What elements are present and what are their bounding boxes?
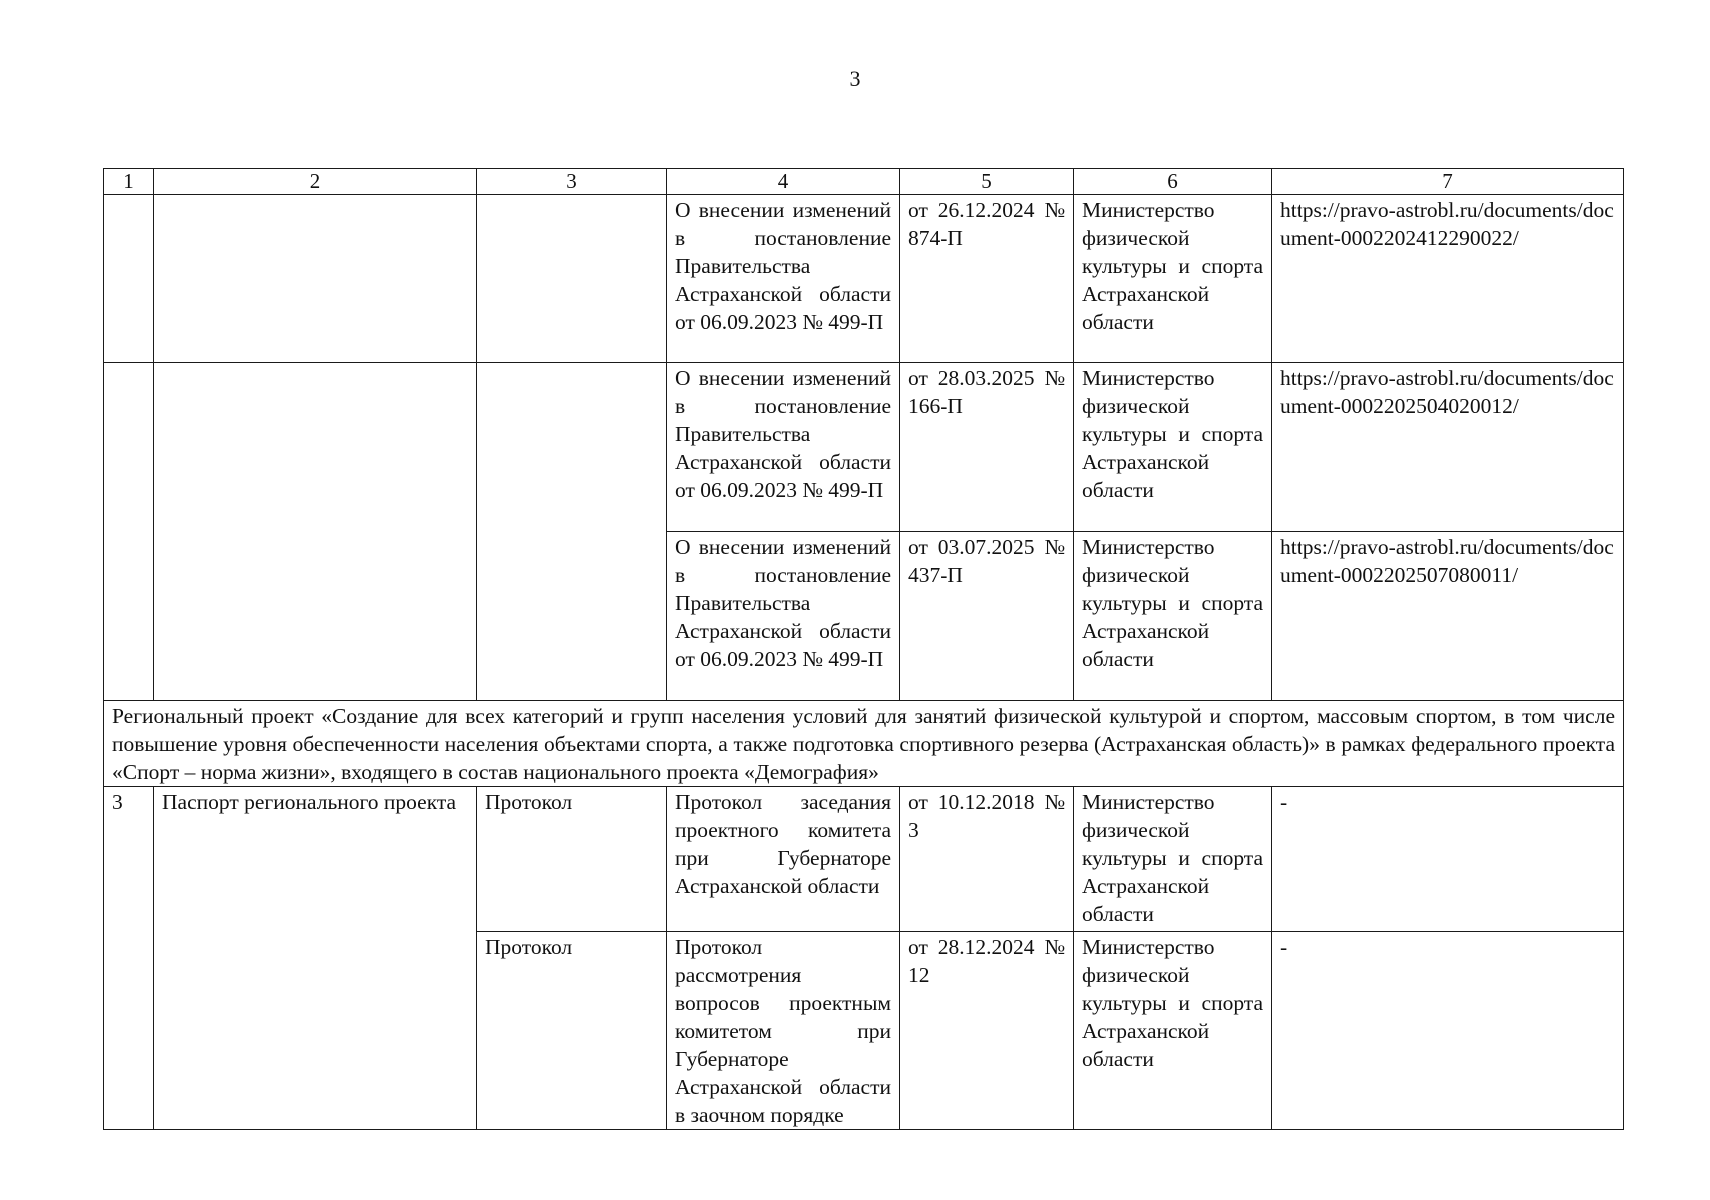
document-title: Протокол рассмотрения вопросов проектным комитетом при Губернаторе Астраханской области в заочном порядке: [667, 932, 900, 1130]
page-number: 3: [849, 66, 861, 91]
column-number: 7: [1272, 169, 1624, 195]
table-row: [104, 787, 1624, 932]
column-number: 1: [104, 169, 154, 195]
table-row: [104, 363, 1624, 532]
responsible-authority: Министерство физической культуры и спорта Астраханской области: [1074, 787, 1272, 932]
empty-cell: [477, 363, 667, 701]
document-link[interactable]: https://pravo-astrobl.ru/documents/document-0002202412290022/: [1272, 195, 1624, 363]
document-date: от 28.03.2025 № 166-П: [900, 363, 1074, 532]
document-kind: Паспорт регионального проекта: [154, 787, 477, 1130]
empty-cell: [477, 195, 667, 363]
responsible-authority: Министерство физической культуры и спорта Астраханской области: [1074, 195, 1272, 363]
document-date: от 26.12.2024 № 874-П: [900, 195, 1074, 363]
document-link: -: [1272, 787, 1624, 932]
document-title: О внесении изменений в постановление Правительства Астраханской области от 06.09.2023 № 499-П: [667, 195, 900, 363]
document-table: [103, 168, 1624, 1130]
empty-cell: [104, 363, 154, 701]
column-number: 6: [1074, 169, 1272, 195]
column-numbers-row: [104, 169, 1624, 195]
column-number: 2: [154, 169, 477, 195]
row-number: 3: [104, 787, 154, 1130]
responsible-authority: Министерство физической культуры и спорта Астраханской области: [1074, 363, 1272, 532]
table-row: [104, 195, 1624, 363]
empty-cell: [154, 363, 477, 701]
document-link[interactable]: https://pravo-astrobl.ru/documents/document-0002202507080011/: [1272, 532, 1624, 701]
column-number: 4: [667, 169, 900, 195]
responsible-authority: Министерство физической культуры и спорта Астраханской области: [1074, 532, 1272, 701]
document-date: от 28.12.2024 № 12: [900, 932, 1074, 1130]
empty-cell: [154, 195, 477, 363]
document-title: Протокол заседания проектного комитета при Губернаторе Астраханской области: [667, 787, 900, 932]
document-link: -: [1272, 932, 1624, 1130]
empty-cell: [104, 195, 154, 363]
column-number: 5: [900, 169, 1074, 195]
document-date: от 10.12.2018 № 3: [900, 787, 1074, 932]
section-row: [104, 701, 1624, 787]
document-title: О внесении изменений в постановление Правительства Астраханской области от 06.09.2023 № 499-П: [667, 532, 900, 701]
document-type: Протокол: [477, 932, 667, 1130]
document-type: Протокол: [477, 787, 667, 932]
column-number: 3: [477, 169, 667, 195]
document-title: О внесении изменений в постановление Правительства Астраханской области от 06.09.2023 № 499-П: [667, 363, 900, 532]
responsible-authority: Министерство физической культуры и спорта Астраханской области: [1074, 932, 1272, 1130]
section-title: Региональный проект «Создание для всех категорий и групп населения условий для занятий физической культурой и спортом, массовым спортом, в том числе повышение уровня обеспеченности населения объектами спорта, а также подготовка спортивного резерва (Астраханская область)» в рамках федерального проекта «Спорт – норма жизни», входящего в состав национального проекта «Демография»: [104, 701, 1624, 787]
document-date: от 03.07.2025 № 437-П: [900, 532, 1074, 701]
document-link[interactable]: https://pravo-astrobl.ru/documents/document-0002202504020012/: [1272, 363, 1624, 532]
